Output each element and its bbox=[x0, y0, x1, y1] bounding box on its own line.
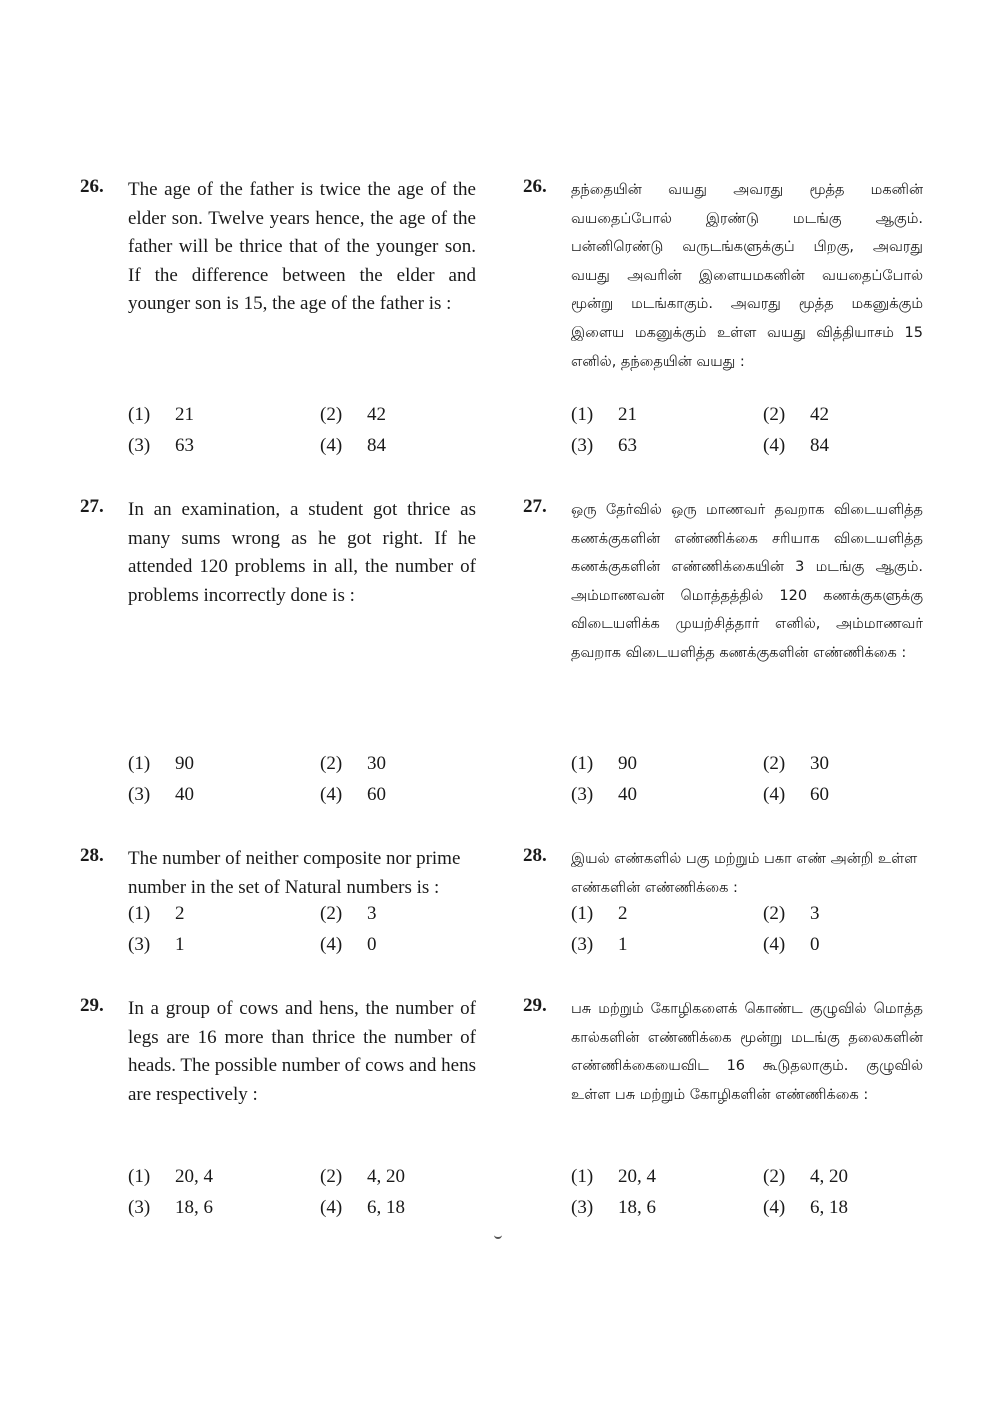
question-text: தந்தையின் வயது அவரது மூத்த மகனின் வயதைப்போல் இரண்டு மடங்கு ஆகும். பன்னிரெண்டு வருடங்களுக்குப் பிறகு, அவரது வயது அவரின் இளையமகனின் வயதைப்போல் மூன்று மடங்காகும். அவரது மூத்த மகனுக்கும் இளைய மகனுக்கும் உள்ள வயது வித்தியாசம் 15 எனில், தந்தையின் வயது : bbox=[571, 182, 923, 370]
option-4: (4) 60 bbox=[763, 783, 829, 805]
option-1: (1) 90 bbox=[128, 753, 194, 774]
option-1: (1) 21 bbox=[571, 404, 637, 425]
options bbox=[128, 1166, 488, 1227]
options bbox=[571, 753, 931, 814]
question-number: 29. bbox=[80, 995, 104, 1016]
option-2: (2) 42 bbox=[763, 404, 829, 425]
options bbox=[128, 903, 488, 964]
option-1: (1) 2 bbox=[128, 903, 185, 924]
options bbox=[128, 753, 488, 814]
question-text: ஒரு தேர்வில் ஒரு மாணவர் தவறாக விடையளித்த கணக்குகளின் எண்ணிக்கை சரியாக விடையளித்த கணக்குகளின் எண்ணிக்கையின் 3 மடங்கு ஆகும். அம்மாணவன் மொத்தத்தில் 120 கணக்குகளுக்கு விடையளிக்க முயற்சித்தார் எனில், அம்மாணவர் தவறாக விடையளித்த கணக்குகளின் எண்ணிக்கை : bbox=[571, 502, 923, 661]
question-text: In a group of cows and hens, the number of legs are 16 more than thrice the number of heads. The possible number of cows and hens are respectively : bbox=[128, 998, 476, 1105]
option-3: (3) 18, 6 bbox=[571, 1196, 656, 1218]
question-number: 27. bbox=[80, 496, 104, 517]
option-4: (4) 0 bbox=[320, 933, 377, 955]
question-text: In an examination, a student got thrice as many sums wrong as he got right. If he attended 120 problems in all, the number of problems incorrectly done is : bbox=[128, 499, 476, 606]
option-4: (4) 84 bbox=[320, 434, 386, 456]
option-3: (3) 63 bbox=[128, 434, 194, 456]
option-3: (3) 1 bbox=[571, 933, 628, 955]
option-1: (1) 20, 4 bbox=[128, 1166, 213, 1187]
question-number: 29. bbox=[523, 995, 547, 1016]
option-2: (2) 30 bbox=[763, 753, 829, 774]
option-3: (3) 40 bbox=[128, 783, 194, 805]
option-2: (2) 30 bbox=[320, 753, 386, 774]
option-3: (3) 18, 6 bbox=[128, 1196, 213, 1218]
question-text: பசு மற்றும் கோழிகளைக் கொண்ட குழுவில் மொத்த கால்களின் எண்ணிக்கை மூன்று மடங்கு தலைகளின் எண்ணிக்கையைவிட 16 கூடுதலாகும். குழுவில் உள்ள பசு மற்றும் கோழிகளின் எண்ணிக்கை : bbox=[571, 1001, 923, 1103]
option-4: (4) 60 bbox=[320, 783, 386, 805]
option-3: (3) 1 bbox=[128, 933, 185, 955]
question-number: 27. bbox=[523, 496, 547, 517]
question-number: 26. bbox=[523, 176, 547, 197]
question-text: The number of neither composite nor prime number in the set of Natural numbers is : bbox=[128, 848, 461, 898]
option-2: (2) 4, 20 bbox=[763, 1166, 848, 1187]
options bbox=[128, 404, 488, 465]
option-1: (1) 20, 4 bbox=[571, 1166, 656, 1187]
options bbox=[571, 404, 931, 465]
option-2: (2) 3 bbox=[320, 903, 377, 924]
option-1: (1) 90 bbox=[571, 753, 637, 774]
question-text: இயல் எண்களில் பகு மற்றும் பகா எண் அன்றி உள்ள எண்களின் எண்ணிக்கை : bbox=[571, 851, 918, 896]
option-2: (2) 4, 20 bbox=[320, 1166, 405, 1187]
option-1: (1) 21 bbox=[128, 404, 194, 425]
question-number: 28. bbox=[80, 845, 104, 866]
option-4: (4) 6, 18 bbox=[320, 1196, 405, 1218]
question-text: The age of the father is twice the age of the elder son. Twelve years hence, the age of the father will be thrice that of the younger son. If the difference between the elder and younger son is 15, the age of the father is : bbox=[128, 179, 476, 315]
option-1: (1) 2 bbox=[571, 903, 628, 924]
option-2: (2) 3 bbox=[763, 903, 820, 924]
options bbox=[571, 1166, 931, 1227]
options bbox=[571, 903, 931, 964]
option-4: (4) 84 bbox=[763, 434, 829, 456]
question-number: 26. bbox=[80, 176, 104, 197]
option-4: (4) 6, 18 bbox=[763, 1196, 848, 1218]
option-3: (3) 63 bbox=[571, 434, 637, 456]
option-4: (4) 0 bbox=[763, 933, 820, 955]
question-number: 28. bbox=[523, 845, 547, 866]
option-3: (3) 40 bbox=[571, 783, 637, 805]
page-number-fragment bbox=[494, 1232, 502, 1239]
option-2: (2) 42 bbox=[320, 404, 386, 425]
